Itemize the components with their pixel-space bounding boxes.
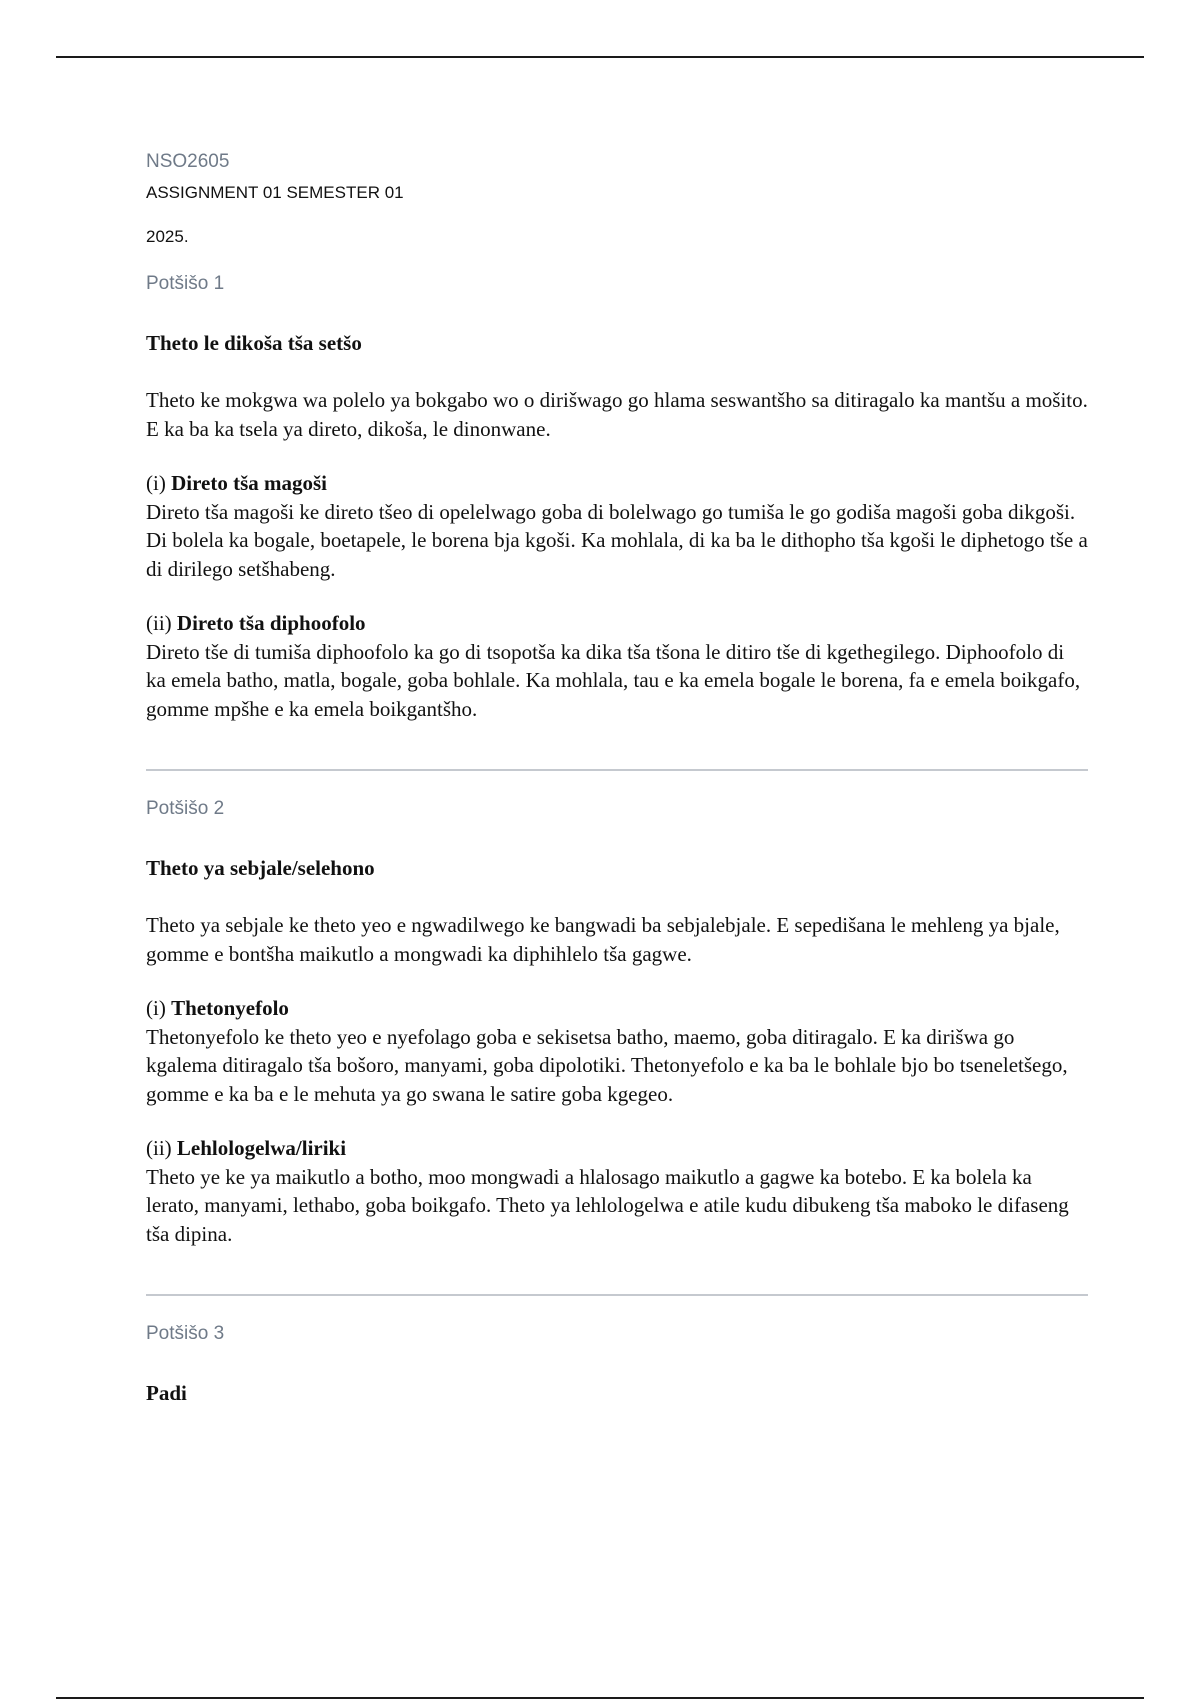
subsection-body: Theto ye ke ya maikutlo a botho, moo mongwadi a hlalosago maikutlo a gagwe ka botebo. E ka bolela ka lerato, manyami, lethabo, goba boikgafo. Theto ya lehlologelwa e atile kudu dibukeng tša maboko le difaseng tša dipina. (146, 1164, 1069, 1246)
question-3-title: Padi (146, 1381, 187, 1405)
subsection-marker: (i) (146, 996, 166, 1020)
question-2-title: Theto ya sebjale/selehono (146, 856, 375, 880)
assignment-title: ASSIGNMENT 01 SEMESTER 01 (146, 183, 404, 202)
subsection-marker: (i) (146, 471, 166, 495)
subsection-body: Direto tše di tumiša diphoofolo ka go di tsopotša ka dika tša tšona le ditiro tše di kgethegilego. Diphoofolo di ka emela batho, matla, bogale, goba bohlale. Ka mohlala, tau e ka emela bogale le borena, fa e emela boikgafo, gomme mpšhe e ka emela boikgantšho. (146, 639, 1081, 721)
assignment-year: 2025. (146, 227, 189, 246)
question-2-subsection-1 (146, 994, 1088, 1108)
subsection-body: Thetonyefolo ke theto yeo e nyefolago goba e sekisetsa batho, maemo, goba ditiragalo. E ka dirišwa go kgalema ditiragalo tša bošoro, manyami, goba dipolotiki. Thetonyefolo e ka ba le bohlale bjo bo tseneletšego, gomme e ka ba e le mehuta ya go swana le satire goba kgegeo. (146, 1024, 1068, 1106)
subsection-heading (146, 994, 1088, 1023)
subsection-marker: (ii) (146, 611, 172, 635)
question-3-section (146, 1322, 1088, 1406)
subsection-heading (146, 609, 1088, 638)
question-1-subsection-2 (146, 609, 1088, 723)
question-2-intro: Theto ya sebjale ke theto yeo e ngwadilwego ke bangwadi ba sebjalebjale. E sepedišana le mehleng ya bjale, gomme e bontšha maikutlo a mongwadi ka diphihlelo tša gagwe. (146, 913, 1060, 966)
subsection-heading (146, 1134, 1088, 1163)
page-top-rule (56, 56, 1144, 58)
question-2-section (146, 797, 1088, 1248)
question-2-subsection-2 (146, 1134, 1088, 1248)
question-3-label: Potšišo 3 (146, 1323, 225, 1344)
question-1-intro: Theto ke mokgwa wa polelo ya bokgabo wo o dirišwago go hlama seswantšho sa ditiragalo ka mantšu a mošito. E ka ba ka tsela ya direto, dikoša, le dinonwane. (146, 388, 1088, 441)
question-1-label: Potšišo 1 (146, 273, 225, 294)
subsection-heading (146, 469, 1088, 498)
section-divider (146, 1294, 1088, 1296)
page-bottom-rule (56, 1697, 1144, 1699)
subsection-marker: (ii) (146, 1136, 172, 1160)
question-1-subsection-1 (146, 469, 1088, 583)
question-1-title: Theto le dikoša tša setšo (146, 331, 362, 355)
subsection-heading-text: Thetonyefolo (171, 996, 289, 1020)
subsection-heading-text: Lehlologelwa/liriki (176, 1136, 347, 1160)
question-2-label: Potšišo 2 (146, 798, 225, 819)
subsection-heading-text: Direto tša magoši (171, 471, 327, 495)
document-body (146, 150, 1088, 1406)
section-divider (146, 769, 1088, 771)
subsection-body: Direto tša magoši ke direto tšeo di opelelwago goba di bolelwago go tumiša le go godiša magoši goba dikgoši. Di bolela ka bogale, boetapele, le borena bja kgoši. Ka mohlala, di ka ba le dithopho tša kgoši le diphetogo tše a di dirilego setšhabeng. (146, 499, 1088, 581)
course-code: NSO2605 (146, 151, 230, 172)
subsection-heading-text: Direto tša diphoofolo (176, 611, 366, 635)
question-1-section (146, 272, 1088, 723)
